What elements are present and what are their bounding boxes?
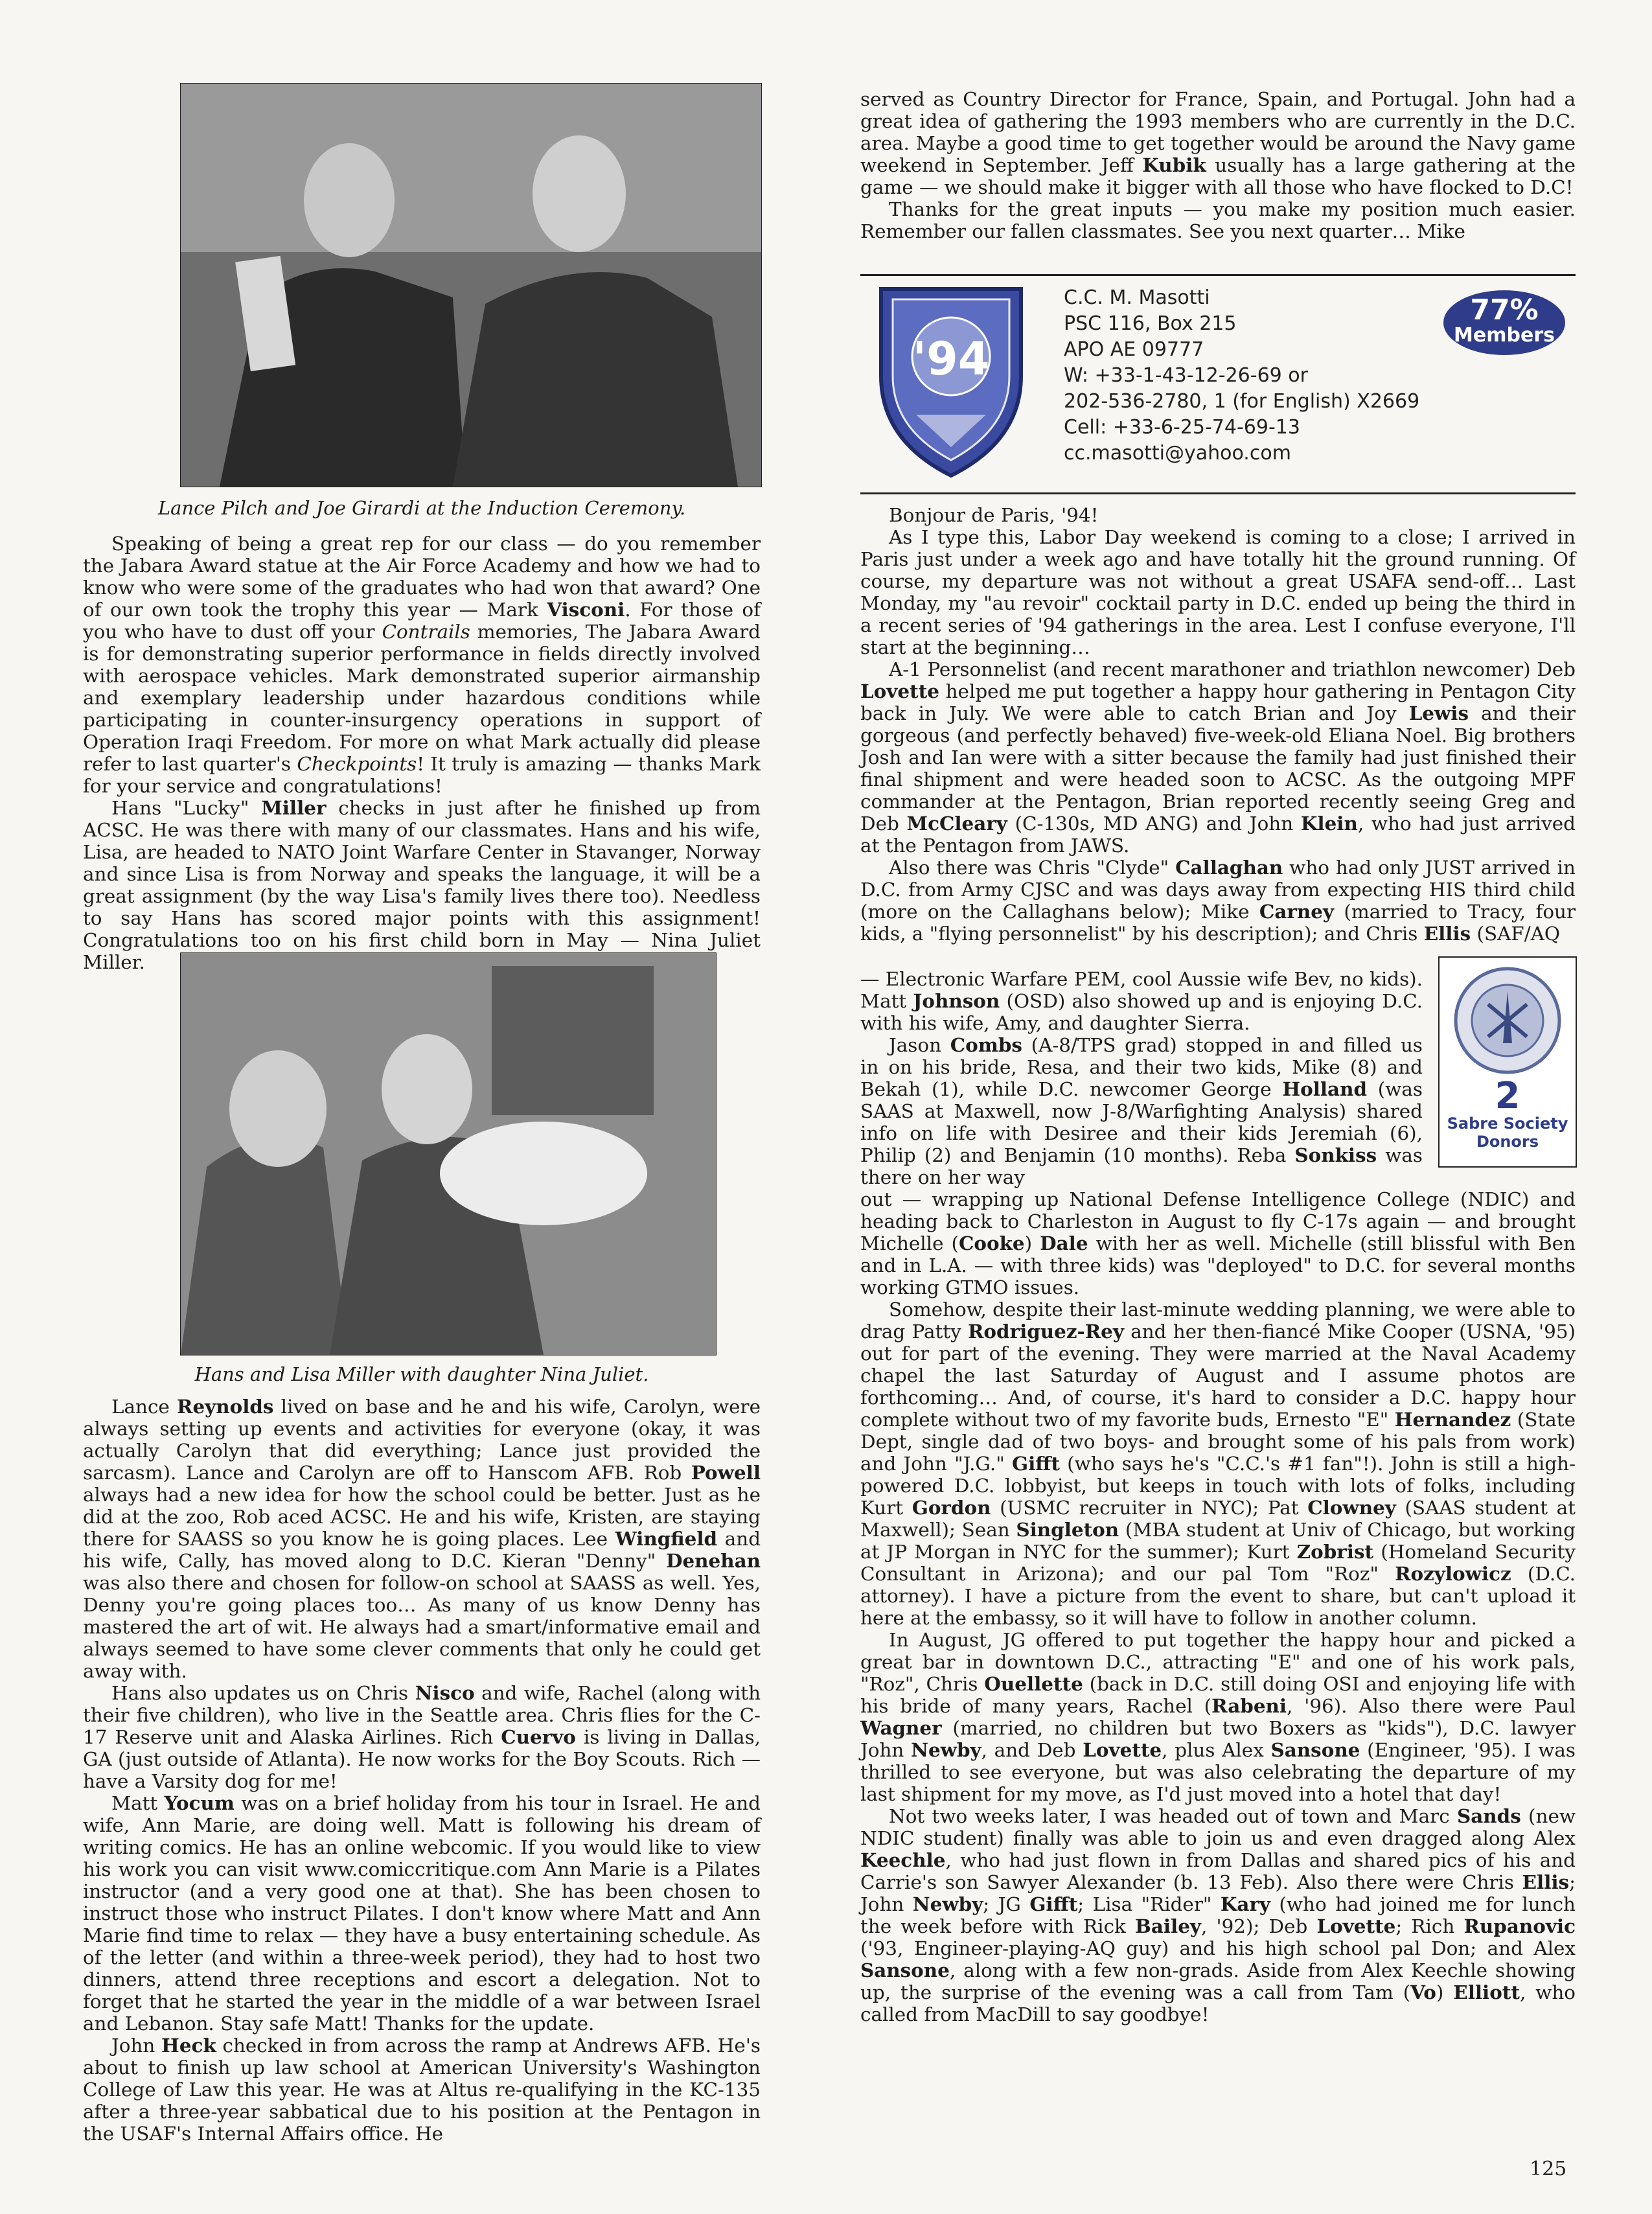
photo-miller-family (180, 952, 717, 1355)
paragraph: As I type this, Labor Day weekend is coming to a close; I arrived in Paris just under a week ago and have totally hit the ground running. Of course, my departure was not without a great USAFA send-off… Last Monday, my "au revoir" cocktail party in D.C. ended up being the third in a recent series of '94 gatherings in the area. Lest I confuse everyone, I'll start at the beginning… (860, 526, 1576, 658)
contact-name: C.C. M. Masotti (1064, 286, 1210, 309)
sabre-society-seal-icon (1452, 965, 1563, 1076)
paragraph: Thanks for the great inputs — you make my position much easier. Remember our fallen classmates. See you next quarter… Mike (860, 198, 1576, 242)
contact-address-1: PSC 116, Box 215 (1064, 312, 1237, 335)
right-column-b (860, 968, 1423, 1188)
class-crest-icon (877, 285, 1025, 479)
photo-miller-family-graphic (181, 953, 716, 1355)
paragraph: served as Country Director for France, Spain, and Portugal. John had a great idea of gathering the 1993 members who are currently in the D.C. area. Maybe a good time to get together would be around the Navy game weekend in September. Jeff Kubik usually has a large gathering at the game — we should make it bigger with all those who have flocked to D.C! (860, 88, 1576, 198)
paragraph: Matt Yocum was on a brief holiday from his tour in Israel. He and wife, Ann Marie, are doing well. Matt is following his dream of writing comics. He has an online webcomic. If you would like to view his work you can visit www.comiccritique.com Ann Marie is a Pilates instructor (and a very good one at that). She has been chosen to instruct those who instruct Pilates. I don't know where Matt and Ann Marie find time to relax — they have a busy entertaining schedule. As of the letter (and within a three-week period), they had to host two dinners, attend three receptions and escort a delegation. Not to forget that he started the year in the middle of a war between Israel and Lebanon. Stay safe Matt! Thanks for the update. (83, 1792, 761, 2035)
right-column-c (860, 1188, 1576, 2025)
sabre-label: Sabre Society (1447, 1114, 1568, 1133)
paragraph: — Electronic Warfare PEM, cool Aussie wife Bev, no kids). Matt Johnson (OSD) also showed up and is enjoying D.C. with his wife, Amy, and daughter Sierra. (860, 968, 1423, 1034)
contact-work-phone-2: 202-536-2780, 1 (for English) X2669 (1064, 390, 1420, 413)
right-column-a (860, 504, 1576, 945)
photo-pilch-girardi-graphic (181, 84, 761, 487)
paragraph: Speaking of being a great rep for our class — do you remember the Jabara Award statue at the Air Force Academy and how we had to know who were some of the graduates who had won that award? One of our own took the trophy this year — Mark Visconi. For those of you who have to dust off your Contrails memories, The Jabara Award is for demonstrating superior performance in fields directly involved with aerospace vehicles. Mark demonstrated superior airmanship and exemplary leadership under hazardous conditions while participating in counter-insurgency operations in support of Operation Iraqi Freedom. For more on what Mark actually did please refer to last quarter's Checkpoints! It truly is amazing — thanks Mark for your service and congratulations! (83, 533, 761, 797)
members-percent: 77% (1470, 294, 1539, 327)
paragraph: Also there was Chris "Clyde" Callaghan who had only JUST arrived in D.C. from Army CJSC and was days away from expecting HIS third child (more on the Callaghans below); Mike Carney (married to Tracy, four kids, a "flying personnelist" by his description); and Chris Ellis (SAF/AQ (860, 856, 1576, 945)
paragraph: In August, JG offered to put together the happy hour and picked a great bar in downtown D.C., attracting "E" and one of his work pals, "Roz", Chris Ouellette (back in D.C. still doing OSI and enjoying life with his bride of many years, Rachel (Rabeni, '96). Also there were Paul Wagner (married, no children but two Boxers as "kids"), D.C. lawyer John Newby, and Deb Lovette, plus Alex Sansone (Engineer, '95). I was thrilled to see everyone, but was also celebrating the departure of my last shipment for my move, as I'd just moved into a hotel that day! (860, 1629, 1576, 1805)
paragraph: Bonjour de Paris, '94! (889, 504, 1099, 526)
page-number: 125 (1530, 2158, 1567, 2180)
right-column-top (860, 88, 1576, 242)
contact-block (1064, 285, 1440, 467)
sabre-count: 2 (1495, 1075, 1520, 1117)
sabre-donors-label: Donors (1476, 1133, 1539, 1151)
photo1-caption: Lance Pilch and Joe Girardi at the Induction Ceremony. (157, 497, 686, 519)
left-column-top (83, 533, 761, 973)
paragraph: Not two weeks later, I was headed out of town and Marc Sands (new NDIC student) finally was able to join us and even dragged along Alex Keechle, who had just flown in from Dallas and shared pics of his and Carrie's son Sawyer Alexander (b. 13 Feb). Also there were Chris Ellis; John Newby; JG Gifft; Lisa "Rider" Kary (who had joined me for lunch the week before with Rick Bailey, '92); Deb Lovette; Rich Rupanovic ('93, Engineer-playing-AQ guy) and his high school pal Don; and Alex Sansone, along with a few non-grads. Aside from Alex Keechle showing up, the surprise of the evening was a call from Tam (Vo) Elliott, who called from MacDill to say goodbye! (860, 1805, 1576, 2025)
contact-cell-phone: Cell: +33-6-25-74-69-13 (1064, 416, 1300, 439)
photo-pilch-girardi (180, 83, 762, 487)
contact-work-phone: W: +33-1-43-12-26-69 or (1064, 364, 1308, 387)
paragraph: Hans "Lucky" Miller checks in just after he finished up from ACSC. He was there with many of our classmates. Hans and his wife, Lisa, are headed to NATO Joint Warfare Center in Stavanger, Norway and since Lisa is from Norway and speaks the language, it will be a great assignment (by the way Lisa's family lives there too). Needless to say Hans has scored major points with this assignment! Congratulations too on his first child born in May — Nina Juliet Miller. (83, 796, 761, 973)
paragraph: out — wrapping up National Defense Intelligence College (NDIC) and heading back to Charleston in August to fly C-17s again — and brought Michelle (Cooke) Dale with her as well. Michelle (still blissful with Ben and in L.A. — with three kids) was "deployed" to D.C. for several months working GTMO issues. (860, 1188, 1576, 1298)
contact-email[interactable]: cc.masotti@yahoo.com (1064, 442, 1291, 465)
contact-top-rule (860, 274, 1576, 276)
paragraph: Somehow, despite their last-minute wedding planning, we were able to drag Patty Rodriguez-Rey and her then-fiancé Mike Cooper (USNA, '95) out for part of the evening. They were married at the Naval Academy chapel the last Saturday of August and I assume photos are forthcoming… And, of course, it's hard to consider a D.C. happy hour complete without two of my favorite buds, Ernesto "E" Hernandez (State Dept, single dad of two boys- and brought some of his pals from work) and John "J.G." Gifft (who says he's "C.C.'s #1 fan"!). John is still a high-powered D.C. lobbyist, but keeps in touch with lots of folks, including Kurt Gordon (USMC recruiter in NYC); Pat Clowney (SAAS student at Maxwell); Sean Singleton (MBA student at Univ of Chicago, but working at JP Morgan in NYC for the summer); Kurt Zobrist (Homeland Security Consultant in Arizona); and our pal Tom "Roz" Rozylowicz (D.C. attorney). I have a picture from the event to share, but can't upload it here at the embassy, so it will have to follow in another column. (860, 1298, 1576, 1629)
members-badge (1443, 290, 1565, 355)
crest-number: '94 (912, 332, 990, 386)
paragraph: Hans also updates us on Chris Nisco and wife, Rachel (along with their five children), who live in the Seattle area. Chris flies for the C-17 Reserve unit and Alaska Airlines. Rich Cuervo is living in Dallas, GA (just outside of Atlanta). He now works for the Boy Scouts. Rich — have a Varsity dog for me! (83, 1681, 761, 1792)
sabre-society-box (1438, 956, 1577, 1168)
photo2-caption: Hans and Lisa Miller with daughter Nina Juliet. (194, 1363, 649, 1385)
paragraph: John Heck checked in from across the ramp at Andrews AFB. He's about to finish up law school at American University's Washington College of Law this year. He was at Altus re-qualifying in the KC-135 after a three-year sabbatical due to his position at the Pentagon in the USAF's Internal Affairs office. He (83, 2034, 761, 2145)
paragraph: Jason Combs (A-8/TPS grad) stopped in and filled us in on his bride, Resa, and their two kids, Mike (8) and Bekah (1), while D.C. newcomer George Holland (was SAAS at Maxwell, now J-8/Warfighting Analysis) shared info on life with Desiree and their kids Jeremiah (6), Philip (2) and Benjamin (10 months). Reba Sonkiss was there on her way (860, 1033, 1423, 1188)
contact-bottom-rule (860, 492, 1576, 494)
contact-address-2: APO AE 09777 (1064, 338, 1204, 361)
left-column-bottom (83, 1396, 761, 2145)
members-label: Members (1454, 324, 1555, 347)
paragraph: Lance Reynolds lived on base and he and his wife, Carolyn, were always setting up events and activities for everyone (okay, it was actually Carolyn that did everything; Lance just provided the sarcasm). Lance and Carolyn are off to Hanscom AFB. Rob Powell always had a new idea for how the school could be better. Just as he did at the zoo, Rob aced ACSC. He and his wife, Kristen, are staying there for SAASS so you know he is going places. Lee Wingfield and his wife, Cally, has moved along to D.C. Kieran "Denny" Denehan was also there and chosen for follow-on school at SAASS as well. Yes, Denny you're going places too… As many of us know Denny has mastered the art of wit. He always had a smart/informative email and always seemed to have some clever comments that only he could get away with. (83, 1395, 761, 1682)
paragraph: A-1 Personnelist (and recent marathoner and triathlon newcomer) Deb Lovette helped me put together a happy hour gathering in Pentagon City back in July. We were able to catch Brian and Joy Lewis and their gorgeous (and perfectly behaved) five-week-old Eliana Noel. Big brothers Josh and Ian were with a sitter because the family had just finished their final shipment and were headed soon to ACSC. As the outgoing MPF commander at the Pentagon, Brian reported recently seeing Greg and Deb McCleary (C-130s, MD ANG) and John Klein, who had just arrived at the Pentagon from JAWS. (860, 658, 1576, 857)
